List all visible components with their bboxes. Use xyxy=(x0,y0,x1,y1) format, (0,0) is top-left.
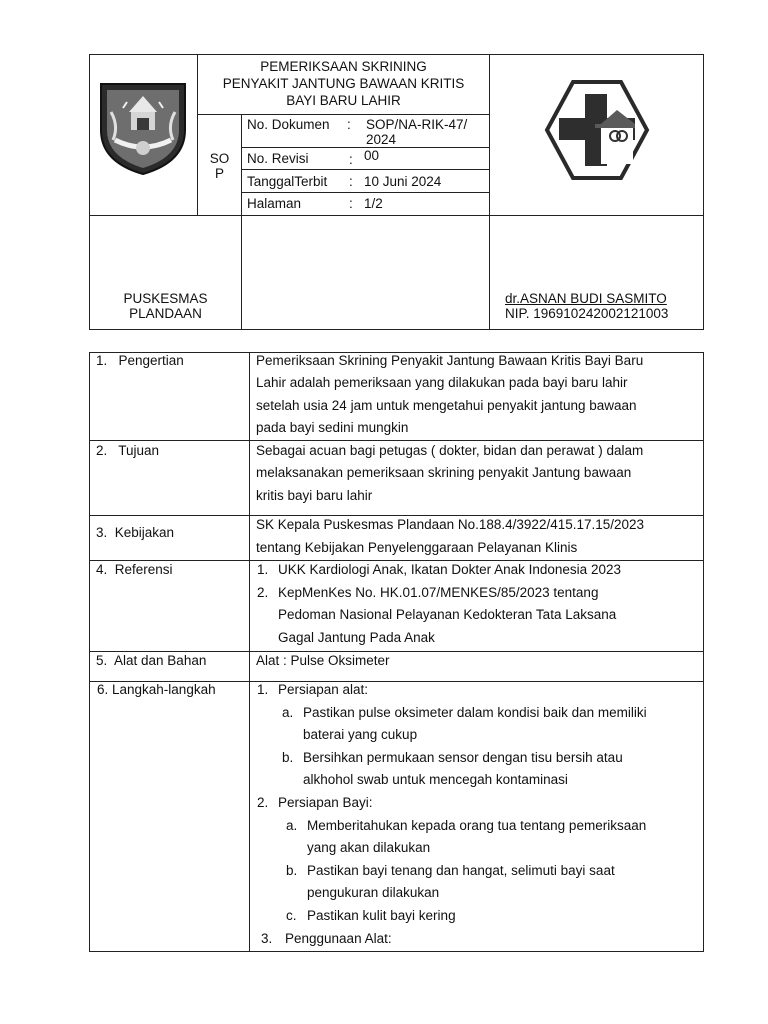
field-label: No. Dokumen xyxy=(247,117,330,132)
list-item-text: Gagal Jantung Pada Anak xyxy=(278,630,435,645)
field-value: SOP/NA-RIK-47/ xyxy=(366,117,468,132)
signer-name: dr.ASNAN BUDI SASMITO xyxy=(505,291,667,306)
section-label: 6. Langkah-langkah xyxy=(97,682,216,697)
section-text-line: tentang Kebijakan Penyelenggaraan Pelayanan Klinis xyxy=(256,540,578,555)
substep-text: Pastikan pulse oksimeter dalam kondisi baik dan memiliki xyxy=(303,705,647,720)
substep-text: pengukuran dilakukan xyxy=(307,885,440,900)
step-title: Persiapan Bayi: xyxy=(278,795,373,810)
field-label: TanggalTerbit xyxy=(247,174,328,189)
section-text-line: Lahir adalah pemeriksaan yang dilakukan pada bayi baru lahir xyxy=(256,375,628,390)
step-number: 3. xyxy=(261,931,273,946)
field-value: 1/2 xyxy=(364,196,383,211)
field-separator: : xyxy=(349,174,353,189)
document-title-line-2: PENYAKIT JANTUNG BAWAAN KRITIS xyxy=(222,76,465,91)
list-item-text: KepMenKes No. HK.01.07/MENKES/85/2023 tentang xyxy=(278,585,599,600)
section-label: 1. Pengertian xyxy=(96,353,184,368)
substep-letter: b. xyxy=(286,863,298,878)
section-label: 2. Tujuan xyxy=(96,443,160,458)
field-separator: : xyxy=(347,117,351,132)
substep-text: baterai yang cukup xyxy=(303,727,418,742)
field-value: 10 Juni 2024 xyxy=(364,174,442,189)
section-label: 3. Kebijakan xyxy=(96,525,175,540)
substep-letter: a. xyxy=(282,705,294,720)
field-separator: : xyxy=(349,196,353,211)
substep-letter: a. xyxy=(286,818,298,833)
substep-text: Bersihkan permukaan sensor dengan tisu bersih atau xyxy=(303,750,623,765)
substep-text: Pastikan kulit bayi kering xyxy=(307,908,456,923)
section-text-line: Alat : Pulse Oksimeter xyxy=(256,653,390,668)
puskesmas-cross-logo xyxy=(543,80,651,180)
organization-name: PUSKESMAS xyxy=(123,291,208,306)
section-label: 4. Referensi xyxy=(96,562,173,577)
step-number: 1. xyxy=(257,682,269,697)
section-text-line: Sebagai acuan bagi petugas ( dokter, bidan dan perawat ) dalam xyxy=(256,443,644,458)
substep-text: alkhohol swab untuk mencegah kontaminasi xyxy=(303,772,568,787)
list-item-text: UKK Kardiologi Anak, Ikatan Dokter Anak Indonesia 2023 xyxy=(278,562,621,577)
section-text-line: setelah usia 24 jam untuk mengetahui penyakit jantung bawaan xyxy=(256,398,637,413)
substep-text: Pastikan bayi tenang dan hangat, selimuti bayi saat xyxy=(307,863,615,878)
section-label: 5. Alat dan Bahan xyxy=(96,653,207,668)
regency-coat-of-arms-logo xyxy=(97,78,189,178)
substep-letter: b. xyxy=(282,750,294,765)
sop-label: SO xyxy=(209,151,230,166)
step-title: Persiapan alat: xyxy=(278,682,369,697)
substep-text: yang akan dilakukan xyxy=(307,840,431,855)
signer-nip: NIP. 196910242002121003 xyxy=(505,306,669,321)
sop-label-cont: P xyxy=(214,166,224,181)
section-text-line: Pemeriksaan Skrining Penyakit Jantung Bawaan Kritis Bayi Baru xyxy=(256,353,644,368)
substep-letter: c. xyxy=(286,908,297,923)
section-text-line: kritis bayi baru lahir xyxy=(256,488,373,503)
field-label: No. Revisi xyxy=(247,151,309,166)
list-number: 1. xyxy=(257,562,269,577)
document-title-line-3: BAYI BARU LAHIR xyxy=(286,93,401,108)
field-label: Halaman xyxy=(247,196,302,211)
field-value-cont: 2024 xyxy=(366,132,397,147)
section-text-line: SK Kepala Puskesmas Plandaan No.188.4/3922/415.17.15/2023 xyxy=(256,517,645,532)
section-text-line: pada bayi sedini mungkin xyxy=(256,420,409,435)
list-number: 2. xyxy=(257,585,269,600)
section-text-line: melaksanakan pemeriksaan skrining penyakit Jantung bawaan xyxy=(256,465,632,480)
list-item-text: Pedoman Nasional Pelayanan Kedokteran Tata Laksana xyxy=(278,607,617,622)
organization-name-cont: PLANDAAN xyxy=(129,306,202,321)
field-separator: : xyxy=(349,152,353,167)
step-title: Penggunaan Alat: xyxy=(285,931,392,946)
substep-text: Memberitahukan kepada orang tua tentang pemeriksaan xyxy=(307,818,647,833)
document-title-line-1: PEMERIKSAAN SKRINING xyxy=(260,59,427,74)
field-value: 00 xyxy=(364,148,380,163)
step-number: 2. xyxy=(257,795,269,810)
